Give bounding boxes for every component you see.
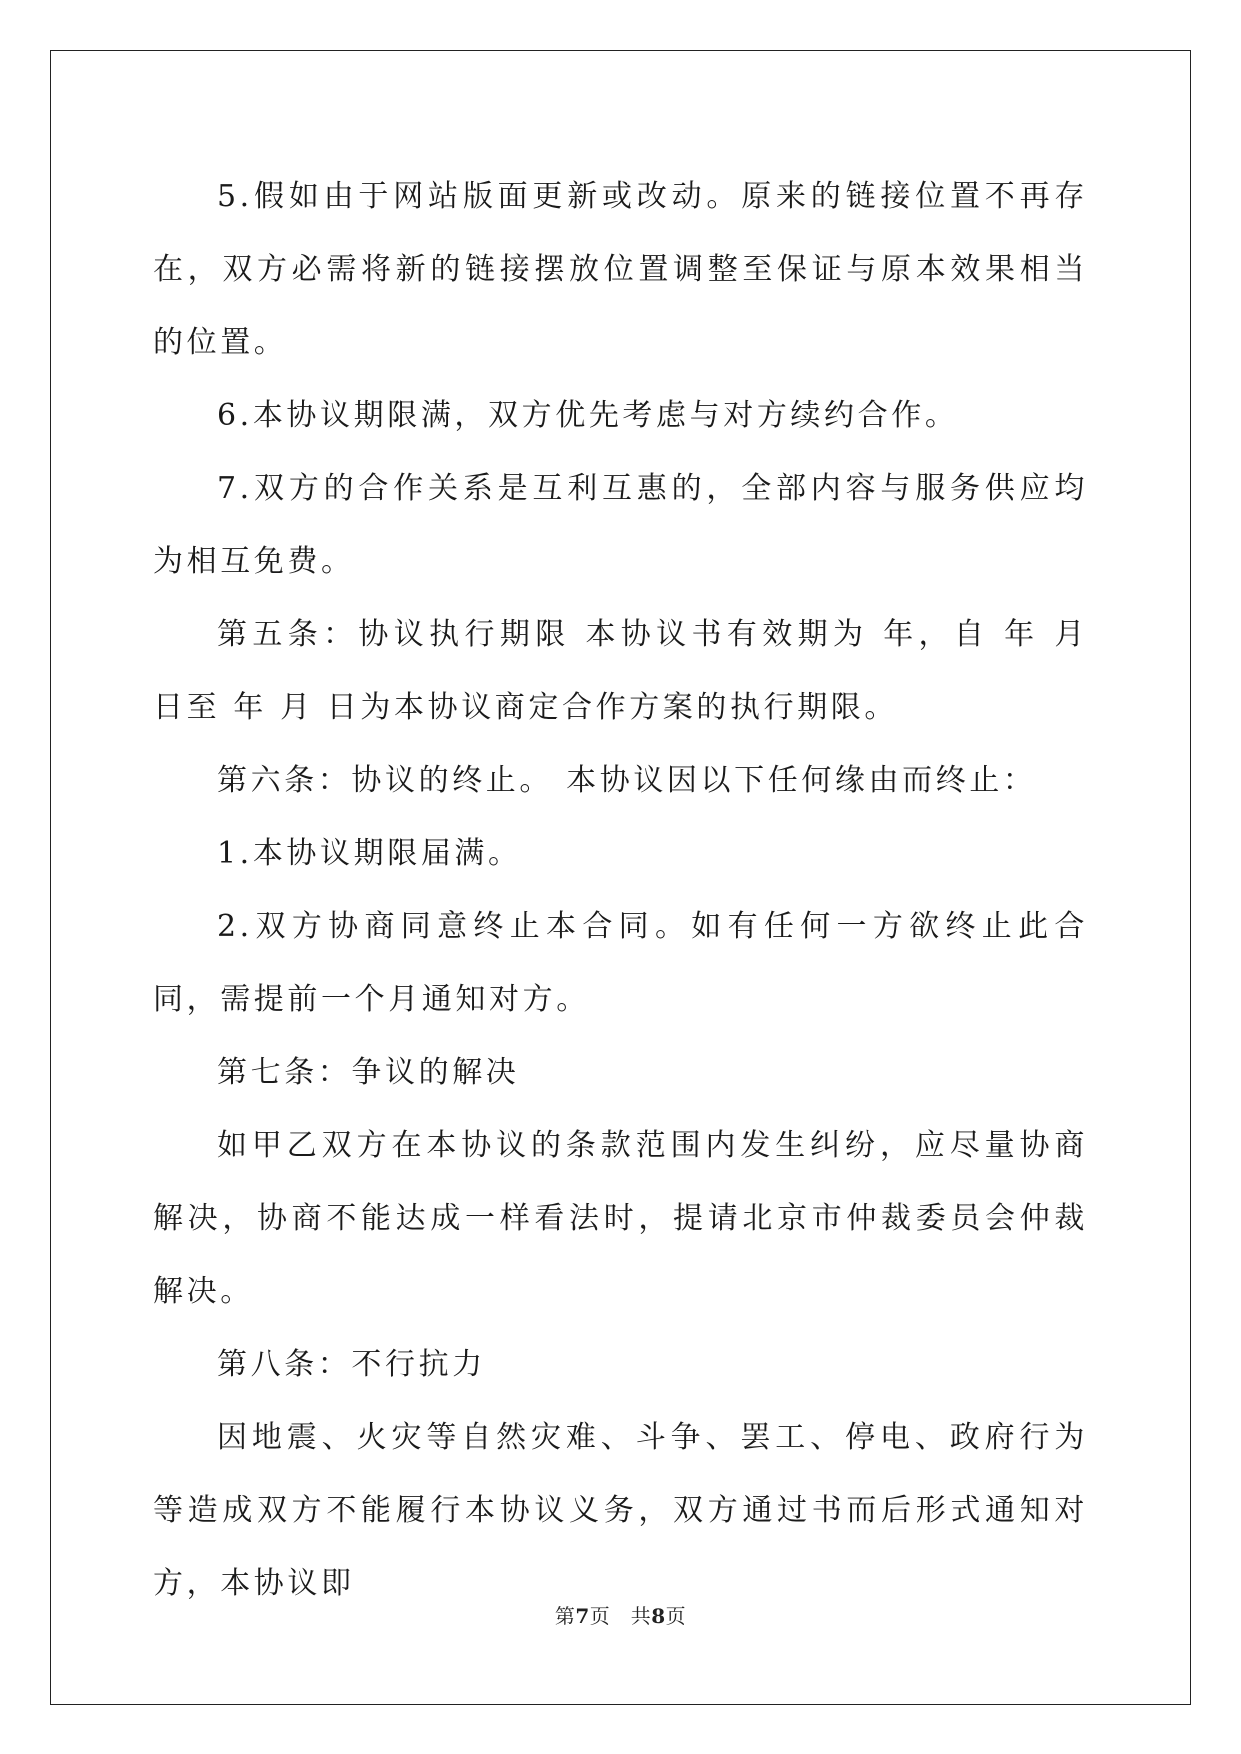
footer-prefix: 第 [554,1604,576,1628]
paragraph-article-7: 第七条：争议的解决 [217,1055,520,1090]
paragraph-article-5: 第五条：协议执行期限 本协议书有效期为 年，自 年 月 日至 年 月 日为本协议商定合作方案的执行期限。 [153,617,1088,725]
paragraph-clause-6: 6.本协议期限满，双方优先考虑与对方续约合作。 [217,398,959,433]
document-body [153,160,1088,1620]
footer-current-page: 7 [575,1604,590,1628]
paragraph-termination-2: 2.双方协商同意终止本合同。如有任何一方欲终止此合同，需提前一个月通知对方。 [153,909,1088,1017]
page-footer [0,1600,1241,1629]
paragraph-termination-1: 1.本协议期限届满。 [217,836,522,871]
paragraph-article-8: 第八条：不行抗力 [217,1347,486,1382]
footer-mid: 页 共 [589,1604,652,1628]
paragraph-article-6: 第六条：协议的终止。 本协议因以下任何缘由而终止： [217,763,1037,798]
footer-suffix: 页 [665,1604,687,1628]
paragraph-force-majeure: 因地震、火灾等自然灾难、斗争、罢工、停电、政府行为等造成双方不能履行本协议义务，双方通过书而后形式通知对方，本协议即 [153,1420,1088,1601]
paragraph-clause-5: 5.假如由于网站版面更新或改动。原来的链接位置不再存在，双方必需将新的链接摆放位置调整至保证与原本效果相当的位置。 [153,179,1088,360]
footer-total-pages: 8 [651,1604,666,1628]
paragraph-clause-7: 7.双方的合作关系是互利互惠的，全部内容与服务供应均为相互免费。 [153,471,1088,579]
paragraph-dispute-resolution: 如甲乙双方在本协议的条款范围内发生纠纷，应尽量协商解决，协商不能达成一样看法时，提请北京市仲裁委员会仲裁解决。 [153,1128,1088,1309]
